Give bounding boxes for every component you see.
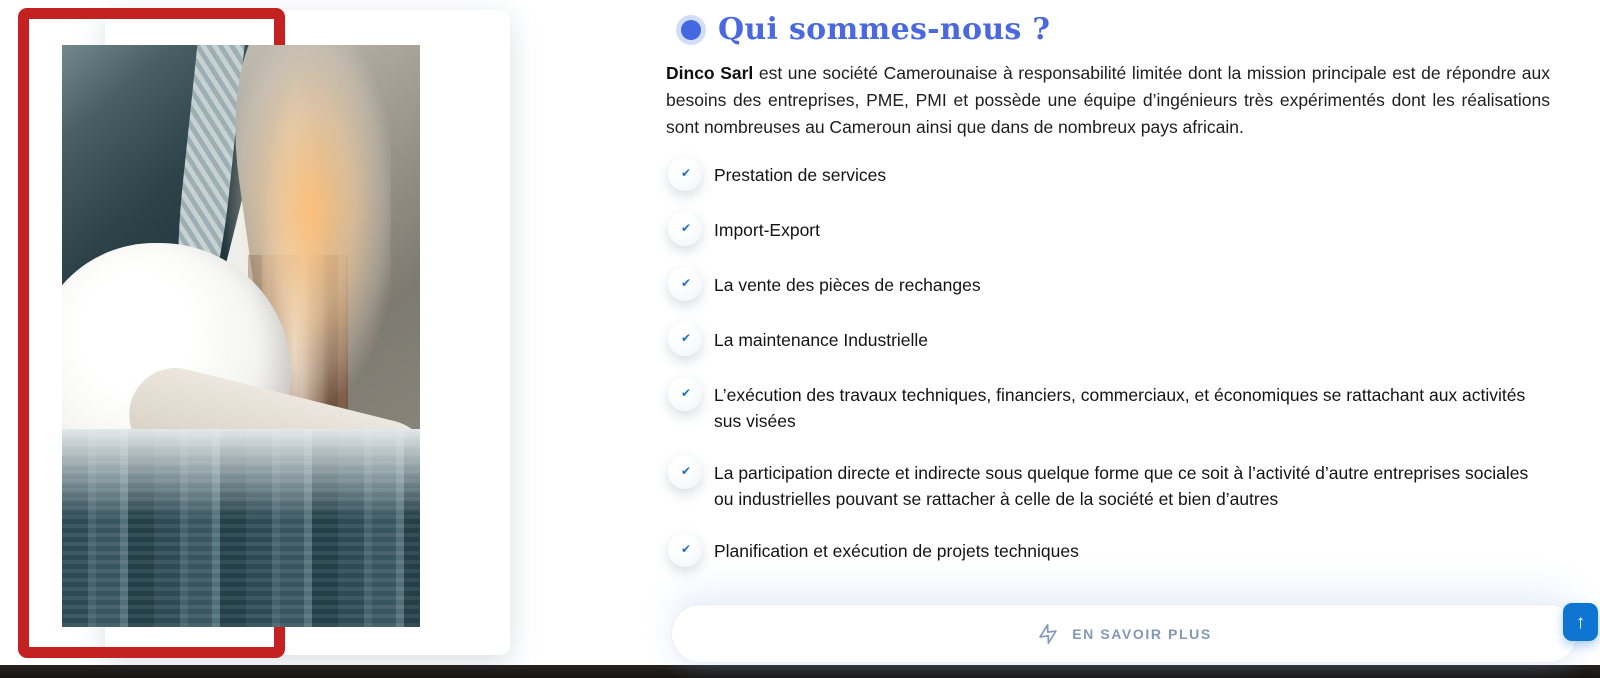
service-label: Import-Export [714,220,820,240]
arrow-up-icon: ↑ [1575,611,1586,633]
scroll-to-top-button[interactable] [1563,603,1598,641]
service-label: Prestation de services [714,165,887,185]
service-label: La vente des pièces de rechanges [714,275,981,295]
learn-more-label: EN SAVOIR PLUS [1072,625,1212,642]
check-icon: ✔ [668,267,702,301]
check-icon: ✔ [668,212,702,246]
list-item [668,217,1552,246]
engineer-photo [62,45,420,627]
learn-more-button[interactable] [672,605,1577,662]
company-name: Dinco Sarl [666,63,754,83]
service-label: L’exécution des travaux techniques, financiers, commerciaux, et économiques se rattachant aux activités sus visées [714,385,1526,431]
check-icon: ✔ [668,533,702,567]
list-item [668,460,1552,512]
heading-circle-icon [676,15,706,45]
intro-paragraph [666,60,1550,141]
list-item [668,162,1552,191]
service-label: Planification et exécution de projets techniques [714,541,1079,561]
section-heading [666,12,1552,47]
heading-circle-inner [681,20,701,40]
services-list [668,162,1552,567]
check-icon: ✔ [668,377,702,411]
service-label: La participation directe et indirecte sous quelque forme que ce soit à l’activité d’autre entreprises sociales ou industrielles pouvant se rattacher à celle de la société et bien d’autres [714,463,1529,509]
intro-text: est une société Camerounaise à responsabilité limitée dont la mission principale est de répondre aux besoins des entreprises, PME, PMI et possède une équipe d’ingénieurs très expérimentés dont les réalisations sont nombreuses au Cameroun ainsi que dans de nombreux pays africain. [666,63,1550,137]
list-item [668,327,1552,356]
footer-edge [0,665,1600,678]
photo-city-skyline [62,429,420,627]
page-title: Qui sommes-nous ? [718,12,1051,47]
check-icon: ✔ [668,157,702,191]
check-icon: ✔ [668,455,702,489]
check-icon: ✔ [668,322,702,356]
about-section [666,8,1552,593]
list-item [668,382,1552,434]
list-item [668,538,1552,567]
service-label: La maintenance Industrielle [714,330,929,350]
lightning-icon [1036,620,1061,647]
list-item [668,272,1552,301]
